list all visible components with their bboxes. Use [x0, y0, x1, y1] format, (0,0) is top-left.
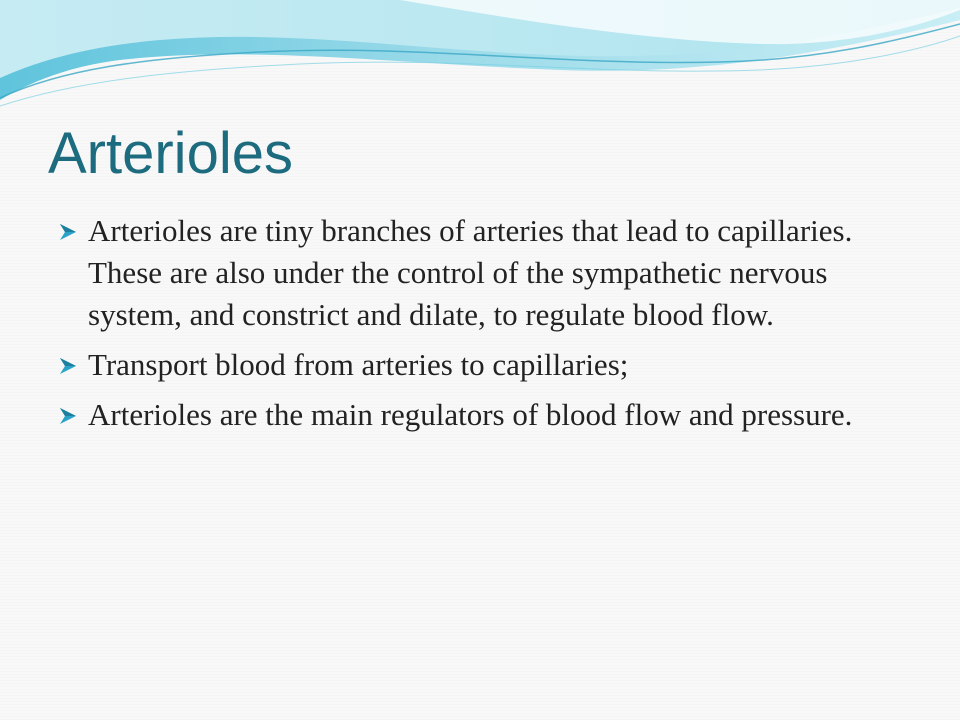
list-item — [58, 344, 908, 386]
bullet-text: Transport blood from arteries to capillaries; — [88, 347, 629, 382]
bullet-list — [58, 210, 908, 444]
list-item — [58, 394, 908, 436]
arrow-bullet-icon — [58, 356, 78, 376]
decorative-wave-header — [0, 0, 960, 115]
arrow-bullet-icon — [58, 406, 78, 426]
bullet-text: Arterioles are the main regulators of blood flow and pressure. — [88, 397, 853, 432]
arrow-bullet-icon — [58, 222, 78, 242]
list-item — [58, 210, 908, 336]
bullet-text: Arterioles are tiny branches of arteries that lead to capillaries. These are also under the control of the sympathetic nervous system, and constrict and dilate, to regulate blood flow. — [88, 213, 853, 332]
slide-title: Arterioles — [48, 121, 293, 186]
